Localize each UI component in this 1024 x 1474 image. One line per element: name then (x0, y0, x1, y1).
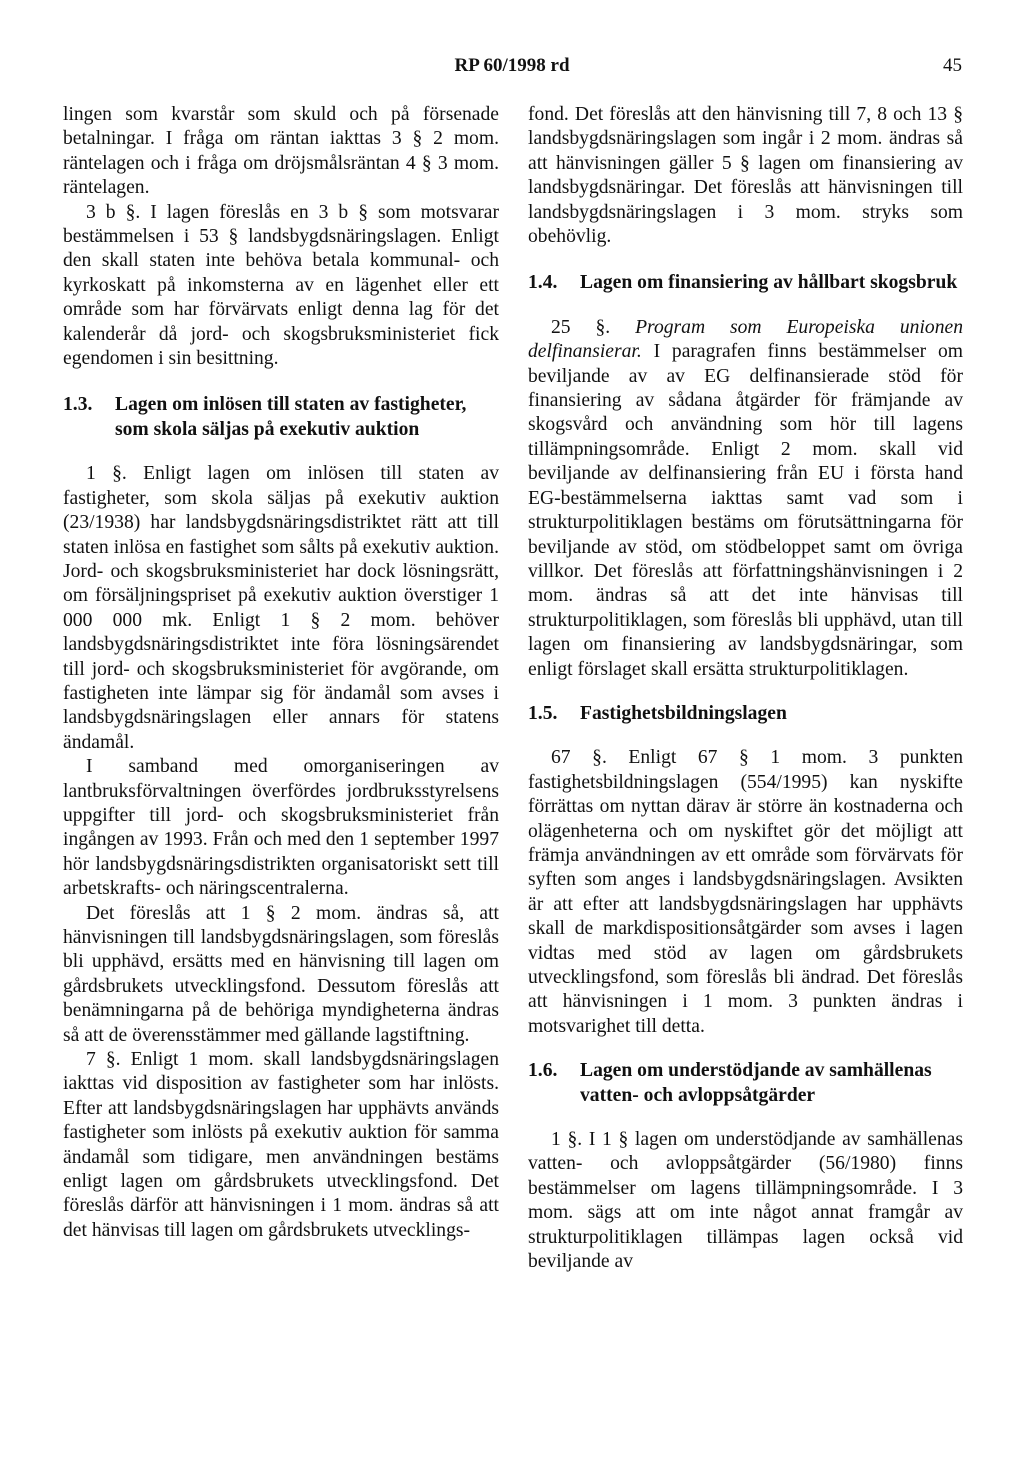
document-id: RP 60/1998 rd (454, 55, 570, 76)
section-title: Fastighetsbildningslagen (580, 702, 787, 724)
section-heading-1-6 (528, 1059, 963, 1108)
paragraph-left-5: Det föreslås att 1 § 2 mom. ändras så, att hänvisningen till landsbygdsnäringslagen, som föreslås bli upphävd, ersätts med en hänvisning till lagen om gårdsbrukets utvecklingsfond. Dessutom föreslås att benämningarna på de behöriga myndigheterna ändras så att de överensstämmer med gällande lagstiftning. (63, 902, 499, 1046)
paragraph-right-3: 67 §. Enligt 67 § 1 mom. 3 punkten fastighetsbildningslagen (554/1995) kan nyskifte förrättas om nyttan därav är större än kostnaderna och olägenheterna och om nyskiftet gör det möjligt att främja användningen av ett område som förvärvats för syften som anges i landsbygdsnäringslagen. Avsikten är att efter att landsbygdsnäringslagen har upphävts skall de markdispositionsåtgärder som avses i lagen vidtas med stöd av lagen om gårdsbrukets utvecklingsfond, som föreslås bli ändrad. Det föreslås att hänvisningen i 1 mom. 3 punkten ändras i motsvarighet till detta. (528, 747, 963, 1037)
section-heading-1-3 (63, 393, 499, 442)
section-heading-1-5 (528, 702, 963, 726)
paragraph-left-2: 3 b §. I lagen föreslås en 3 b § som motsvarar bestämmelsen i 53 § landsbygdsnäringslagen. Enligt den skall staten inte behöva betala kommunal- och kyrkoskatt på inkomsterna av en lägenhet eller ett område som har förvärvats enligt denna lag för det kalenderår då jord- och skogsbruksministeriet fick egendomen i sin besittning. (63, 201, 499, 370)
paragraph-left-6: 7 §. Enligt 1 mom. skall landsbygdsnäringslagen iakttas vid disposition av fastigheter som har inlösts. Efter att landsbygdsnäringslagen har upphävts används fastigheter som inlösts på exekutiv auktion för samma ändamål som tidigare, men användningen bestäms enligt lagen om gårdsbrukets utvecklingsfond. Det föreslås därför att hänvisningen i 1 mom. ändras så att det hänvisas till lagen om gårdsbrukets utvecklings- (63, 1049, 499, 1241)
section-title: Lagen om understödjande av samhällenas vatten- och avloppsåtgärder (580, 1060, 932, 1106)
section-number: 1.4. (528, 272, 558, 294)
page-number: 45 (943, 55, 962, 76)
left-column (63, 103, 499, 1243)
paragraph-right-1: fond. Det föreslås att den hänvisning till 7, 8 och 13 § landsbygdsnäringslagen som ingår i 2 mom. ändras så att hänvisningen gäller 5 § lagen om finansiering av landsbygdsnäringar. Det föreslås att hänvisningen till landsbygdsnäringslagen i 3 mom. stryks som obehövlig. (528, 104, 963, 248)
paragraph-left-1: lingen som kvarstår som skuld och på försenade betalningar. I fråga om räntan iakttas 3 § 2 mom. räntelagen och i fråga om dröjsmålsräntan 4 § 3 mom. räntelagen. (63, 104, 499, 199)
italic-subtitle: Program som Europeiska unionen delfinansierar. (528, 316, 963, 363)
paragraph-lead: 25 §. (551, 316, 611, 338)
section-number: 1.5. (528, 702, 558, 724)
paragraph-right-2 (528, 316, 963, 682)
section-number: 1.6. (528, 1060, 558, 1082)
right-column (528, 103, 963, 1274)
paragraph-left-4: I samband med omorganiseringen av lantbruksförvaltningen överfördes jordbruksstyrelsens uppgifter till jord- och skogsbruksministeriet från ingången av 1993. Från och med den 1 september 1997 hör landsbygdsnäringsdistrikten organisatoriskt sett till arbetskrafts- och näringscentralerna. (63, 756, 499, 900)
paragraph-body: I paragrafen finns bestämmelser om beviljande av av EG delfinansierade stöd för finansiering av sådana åtgärder för främjande av skogsvård och användning som hör till lagens tillämpningsområde. Enligt 2 mom. skall vid beviljande av delfinansiering från EU i första hand EG-bestämmelserna iakttas samt vad som i strukturpolitiklagen bestäms om förutsättningarna för beviljande av stöd, om stödbeloppet samt om övriga villkor. Det föreslås att författningshänvisningen i 2 mom. ändras så att det inte hänvisas till strukturpolitiklagen, som föreslås bli upphävd, utan till lagen om finansiering av landsbygdsnäringar, som enligt förslaget skall ersätta strukturpolitiklagen. (528, 341, 964, 680)
section-title: Lagen om finansiering av hållbart skogsbruk (580, 272, 958, 294)
section-number: 1.3. (63, 394, 93, 416)
paragraph-right-4: 1 §. I 1 § lagen om understödjande av samhällenas vatten- och avloppsåtgärder (56/1980) finns bestämmelser om lagens tillämpningsområde. I 3 mom. sägs att om inte något annat framgår av strukturpolitiklagen tillämpas lagen också vid beviljande av (528, 1129, 963, 1273)
paragraph-left-3: 1 §. Enligt lagen om inlösen till staten av fastigheter, som skola säljas på exekutiv auktion (23/1938) har landsbygdsnäringsdistriktet rätt att till staten inlösa en fastighet som sålts på exekutiv auktion. Jord- och skogsbruksministeriet har dock lösningsrätt, om försäljningspriset på exekutiv auktion överstiger 1 000 000 mk. Enligt 1 § 2 mom. behöver landsbygdsnäringsdistriktet inte föra lösningsärendet till jord- och skogsbruksministeriet för avgörande, om fastigheten inte lämpar sig för ändamål som avses i landsbygdsnäringslagen eller annars för statens ändamål. (63, 463, 499, 753)
section-heading-1-4 (528, 271, 963, 295)
page-header (0, 55, 1024, 81)
section-title: Lagen om inlösen till staten av fastigheter, som skola säljas på exekutiv auktion (115, 394, 467, 440)
